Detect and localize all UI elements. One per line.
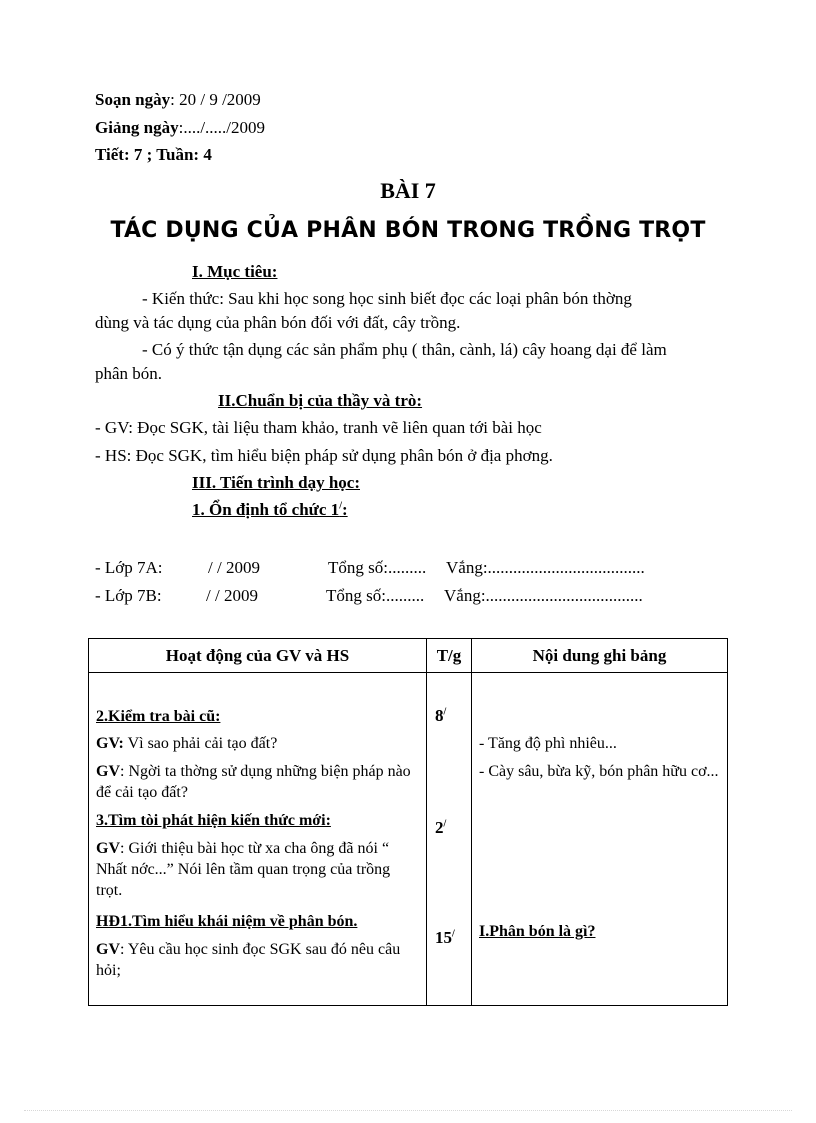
table-body-row <box>89 673 728 1006</box>
stabilize-colon: : <box>341 500 348 519</box>
class-7a-total: Tổng số:......... <box>328 558 427 577</box>
time-hd1 <box>435 928 455 948</box>
time-review <box>435 706 446 726</box>
objective-attitude-line2: phân bón. <box>95 364 163 383</box>
hd1-heading: HĐ1.Tìm hiểu khái niệm về phân bón. <box>96 913 358 930</box>
class-7b-absent: Vắng:..................................... <box>444 586 643 605</box>
review-question-1 <box>96 735 277 753</box>
header-content: Nội dung ghi bảng <box>472 639 728 673</box>
lesson-number: BÀI 7 <box>380 178 436 203</box>
objectives-heading: I. Mục tiêu: <box>192 262 278 281</box>
hd1-body: : Yêu cầu học sinh đọc SGK sau đó nêu câu hỏi; <box>96 941 401 979</box>
header-activity: Hoạt động của GV và HS <box>89 639 427 673</box>
new-knowledge-heading: 3.Tìm tòi phát hiện kiến thức mới: <box>96 812 331 829</box>
teaching-date <box>95 118 265 138</box>
preparation-student: - HS: Đọc SGK, tìm hiểu biện pháp sử dụng phân bón ở địa phơng. <box>95 446 553 465</box>
preparation-heading: II.Chuẩn bị của thầy và trò: <box>218 391 423 410</box>
content-cell <box>472 673 728 1006</box>
process-heading: III. Tiến trình dạy học: <box>192 473 360 492</box>
composed-date-label: Soạn ngày <box>95 90 171 109</box>
time-hd1-unit: / <box>452 928 455 940</box>
stabilize-text: 1. Ổn định tổ chức 1 <box>192 500 340 519</box>
lesson-plan-table <box>88 638 728 1006</box>
time-review-unit: / <box>443 706 447 718</box>
lesson-title: TÁC DỤNG CỦA PHÂN BÓN TRONG TRỒNG TRỌT <box>110 218 706 243</box>
intro-label: GV <box>96 840 120 857</box>
intro-body: : Giới thiệu bài học từ xa cha ông đã nói “ Nhất nớc...” Nói lên tầm quan trọng của trồng trọt. <box>96 840 391 899</box>
content-heading: I.Phân bón là gì? <box>479 923 596 940</box>
stabilize-unit: / <box>339 500 342 512</box>
composed-date <box>95 90 261 110</box>
class-7b-total: Tổng số:......... <box>326 586 425 605</box>
intro-text <box>96 838 414 901</box>
q2-text: : Ngời ta thờng sử dụng những biện pháp nào để cải tạo đất? <box>96 763 411 801</box>
class-7a-name: - Lớp 7A: <box>95 558 163 577</box>
hd1-text <box>96 939 414 981</box>
preparation-teacher: - GV: Đọc SGK, tài liệu tham khảo, tranh vẽ liên quan tới bài học <box>95 418 542 437</box>
class-7b-date: / / 2009 <box>206 586 258 605</box>
page-bottom-divider <box>24 1110 792 1111</box>
table-header-row <box>89 639 728 673</box>
stabilize-heading <box>192 500 348 520</box>
q1-text: Vì sao phải cải tạo đất? <box>123 735 278 752</box>
objective-knowledge-line2: dùng và tác dụng của phân bón đối với đất, cây trồng. <box>95 313 461 332</box>
review-heading: 2.Kiểm tra bài cũ: <box>96 708 221 725</box>
class-7b-name: - Lớp 7B: <box>95 586 162 605</box>
objective-attitude-line1: - Có ý thức tận dụng các sản phẩm phụ ( thân, cành, lá) cây hoang dại để làm <box>142 340 667 359</box>
answer-2: - Cày sâu, bừa kỹ, bón phân hữu cơ... <box>479 763 719 780</box>
objective-knowledge-line1: - Kiến thức: Sau khi học song học sinh biết đọc các loại phân bón thờng <box>142 289 632 308</box>
time-hd1-value: 15 <box>435 928 452 947</box>
time-cell <box>427 673 472 1006</box>
time-new-unit: / <box>443 818 447 830</box>
class-7a-date: / / 2009 <box>208 558 260 577</box>
header-time: T/g <box>427 639 472 673</box>
time-review-value: 8 <box>435 706 444 725</box>
review-question-2 <box>96 761 414 803</box>
time-new <box>435 818 446 838</box>
teaching-date-value: :..../...../2009 <box>178 118 266 137</box>
teaching-date-label: Giảng ngày <box>95 118 179 137</box>
q1-label: GV: <box>96 735 124 752</box>
activity-cell <box>89 673 427 1006</box>
composed-date-value: : 20 / 9 /2009 <box>170 90 261 109</box>
class-7a-absent: Vắng:..................................... <box>446 558 645 577</box>
q2-label: GV <box>96 763 120 780</box>
period-week: Tiết: 7 ; Tuần: 4 <box>95 145 212 164</box>
time-new-value: 2 <box>435 818 444 837</box>
hd1-label: GV <box>96 941 120 958</box>
answer-1: - Tăng độ phì nhiêu... <box>479 735 617 752</box>
